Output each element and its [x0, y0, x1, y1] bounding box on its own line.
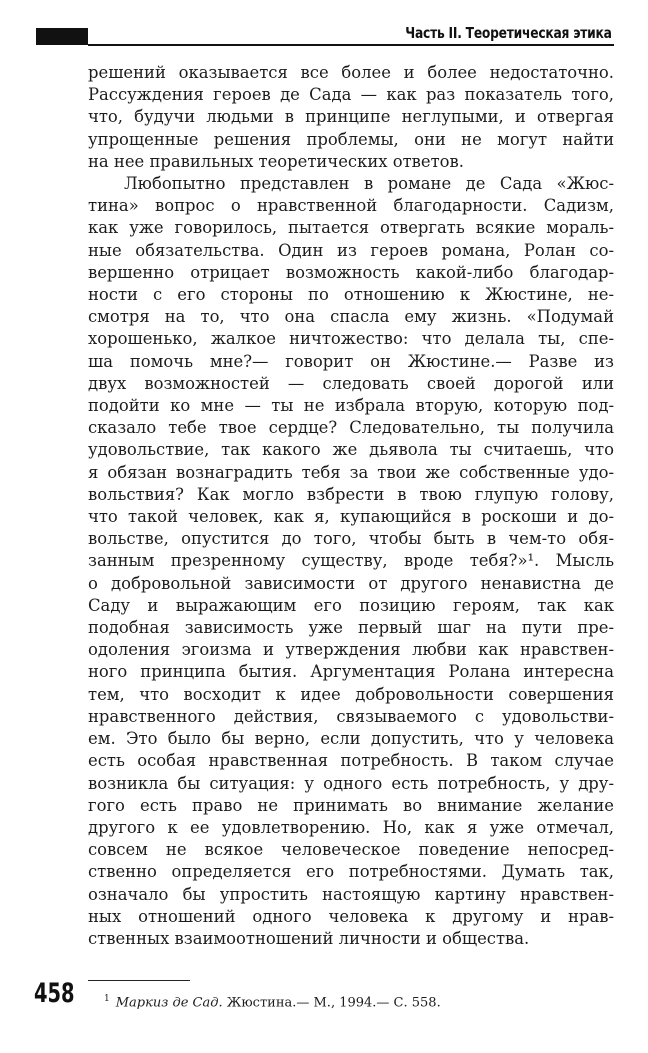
text-line: что такой человек, как я, купающийся в роскоши и до- — [88, 507, 614, 527]
body-text — [88, 62, 614, 950]
text-line: смотря на то, что она спасла ему жизнь. «Подумай — [88, 307, 614, 327]
text-line: ности с его стороны по отношению к Жюстине, не- — [88, 285, 614, 305]
text-line: вольствия? Как могло взбрести в твою глупую голову, — [88, 484, 614, 504]
page-number: 458 — [34, 978, 75, 1009]
text-line: занным презренному существу, вроде тебя?»¹. Мысль — [88, 551, 614, 571]
text-line: двух возможностей — следовать своей дорогой или — [88, 373, 614, 393]
text-line: другого к ее удовлетворению. Но, как я уже отмечал, — [88, 817, 614, 837]
text-line: означало бы упростить настоящую картину нравствен- — [88, 884, 614, 904]
text-line: удовольствие, так какого же дьявола ты считаешь, что — [88, 440, 614, 460]
footnote-marker: 1 — [104, 994, 110, 1004]
text-line: ем. Это было бы верно, если допустить, что у человека — [88, 729, 614, 749]
text-line: гого есть право не принимать во внимание желание — [88, 795, 614, 815]
text-line: возникла бы ситуация: у одного есть потребность, у дру- — [88, 773, 614, 793]
text-line: нравственного действия, связываемого с удовольстви- — [88, 706, 614, 726]
text-line: есть особая нравственная потребность. В таком случае — [88, 751, 614, 771]
text-line: ственно определяется его потребностями. Думать так, — [88, 862, 614, 882]
footnote — [104, 994, 441, 1010]
text-line: ных отношений одного человека к другому и нрав- — [88, 906, 614, 926]
text-line: тем, что восходит к идее добровольности совершения — [88, 684, 614, 704]
text-line: Рассуждения героев де Сада — как раз показатель того, — [88, 85, 614, 105]
text-line: ного принципа бытия. Аргументация Ролана интересна — [88, 662, 614, 682]
text-line: решений оказывается все более и более недостаточно. — [88, 63, 614, 82]
text-line: Саду и выражающим его позицию героям, так как — [88, 595, 614, 615]
header-rule — [88, 44, 614, 46]
text-line: подобная зависимость уже первый шаг на пути пре- — [88, 618, 614, 638]
text-line: тина» вопрос о нравственной благодарности. Садизм, — [88, 196, 614, 216]
text-line: вершенно отрицает возможность какой-либо благодар- — [88, 262, 614, 282]
text-line: я обязан вознаградить тебя за твои же собственные удо- — [88, 462, 614, 482]
text-line: вольстве, опустится до того, чтобы быть в чем-то обя- — [88, 529, 614, 549]
text-line: упрощенные решения проблемы, они не могут найти — [88, 129, 614, 149]
text-line: ственных взаимоотношений личности и общества. — [88, 928, 530, 948]
text-line: о добровольной зависимости от другого ненавистна де — [88, 573, 614, 593]
footnote-author: Маркиз де Сад. — [115, 995, 223, 1011]
text-line: что, будучи людьми в принципе неглупыми, и отвергая — [88, 107, 614, 127]
running-head: Часть II. Теоретическая этика — [405, 24, 612, 42]
text-line: подойти ко мне — ты не избрала вторую, которую под- — [88, 396, 614, 416]
text-line: хорошенько, жалкое ничтожество: что делала ты, спе- — [88, 329, 614, 349]
header-black-bar — [36, 28, 88, 45]
footnote-text: Жюстина.— М., 1994.— С. 558. — [222, 995, 441, 1011]
text-line: сказало тебе твое сердце? Следовательно, ты получила — [88, 418, 614, 438]
text-line: ша помочь мне?— говорит он Жюстине.— Разве из — [88, 351, 614, 371]
text-line: Любопытно представлен в романе де Сада «Жюс- — [124, 174, 614, 194]
text-line: одоления эгоизма и утверждения любви как нравствен- — [88, 640, 614, 660]
text-line: как уже говорилось, пытается отвергать всякие мораль- — [88, 218, 614, 238]
footnote-rule — [88, 980, 190, 981]
text-line: на нее правильных теоретических ответов. — [88, 151, 464, 171]
text-line: ные обязательства. Один из героев романа, Ролан со- — [88, 240, 614, 260]
text-line: совсем не всякое человеческое поведение непосред- — [88, 840, 614, 860]
